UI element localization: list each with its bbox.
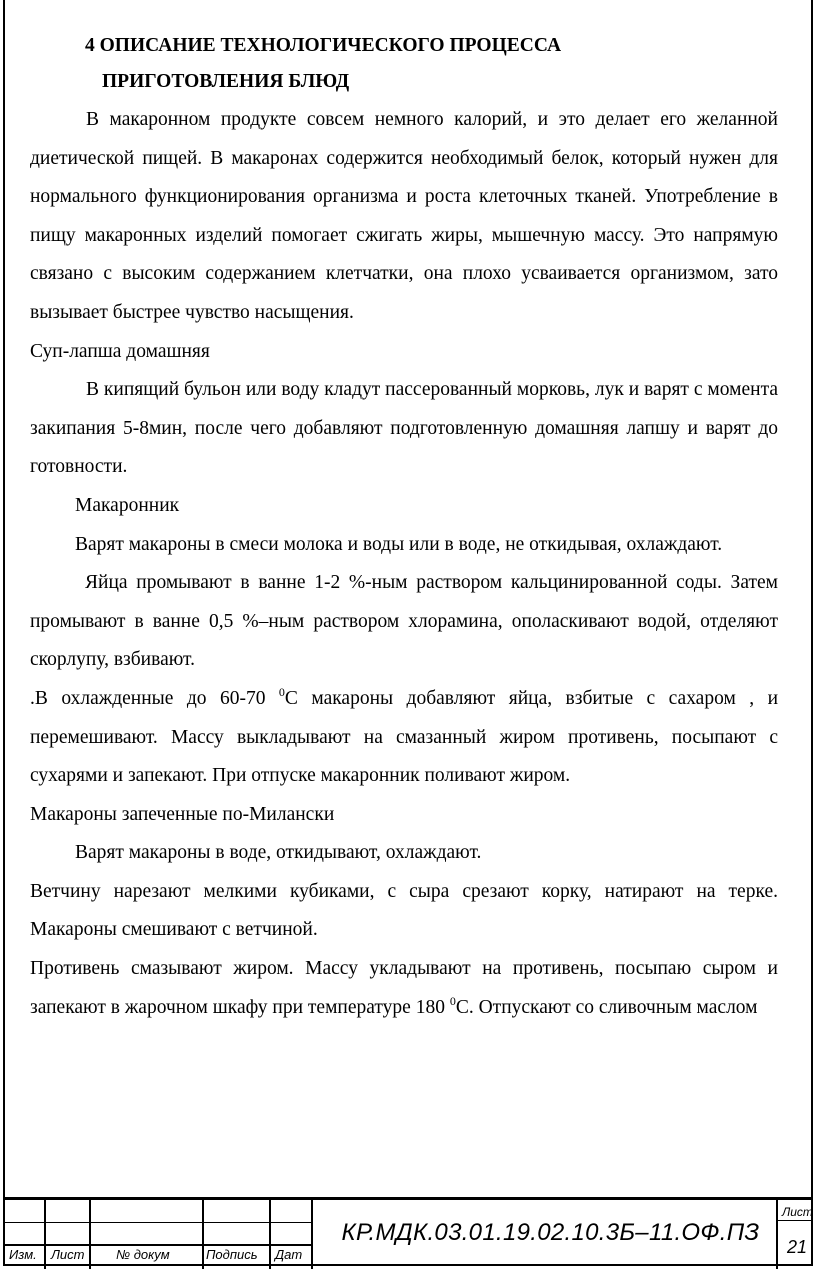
title-block-divider xyxy=(44,1200,46,1269)
milan-paragraph-3-start: Противень смазывают жиром. Массу укладывают на противень, посыпаю сыром и запекают в жарочном шкафу при температуре 180 xyxy=(30,958,778,1018)
title-block xyxy=(3,1197,813,1269)
milan-paragraph-2: Ветчину нарезают мелкими кубиками, с сыра срезают корку, натирают на терке. Макароны смешивают с ветчиной. xyxy=(30,880,778,941)
degree-superscript: 0 xyxy=(278,684,285,699)
sheet-number: 21 xyxy=(787,1237,808,1257)
section-heading-line-2: ПРИГОТОВЛЕНИЯ БЛЮД xyxy=(102,71,350,92)
title-block-row-line xyxy=(776,1220,813,1221)
soup-title: Суп-лапша домашняя xyxy=(30,340,210,362)
casserole-title: Макаронник xyxy=(75,494,180,516)
casserole-paragraph-3-start: .В охлажденные до 60-70 xyxy=(30,687,279,709)
label-sheet: Лист xyxy=(51,1247,85,1262)
casserole-paragraph-1: Варят макароны в смеси молока и воды или в воде, не откидывая, охлаждают. xyxy=(75,533,723,555)
title-block-row-line xyxy=(3,1244,311,1246)
title-block-divider xyxy=(202,1200,204,1269)
section-heading xyxy=(30,28,778,100)
title-block-divider xyxy=(269,1200,271,1269)
soup-paragraph: В кипящий бульон или воду кладут пассерованный морковь, лук и варят с момента закипания 5-8мин, после чего добавляют подготовленную домашняя лапшу и варят до готовности. xyxy=(30,379,778,478)
casserole-paragraph-3-end: С макароны добавляют яйца, взбитые с сахаром , и перемешивают. Массу выкладывают на смазанный жиром противень, посыпают с сухарями и запекают. При отпуске макаронник поливают жиром. xyxy=(30,687,779,787)
document-body xyxy=(30,28,778,1027)
casserole-paragraph-3 xyxy=(30,680,778,796)
milan-paragraph-1: Варят макароны в воде, откидывают, охлаждают. xyxy=(75,842,482,864)
sheet-label: Лист xyxy=(782,1205,813,1219)
section-heading-line-1: 4 ОПИСАНИЕ ТЕХНОЛОГИЧЕСКОГО ПРОЦЕССА xyxy=(85,35,562,56)
milan-paragraph-3 xyxy=(30,950,778,1027)
label-date: Дат xyxy=(275,1247,303,1262)
degree-superscript: 0 xyxy=(449,993,456,1008)
milan-paragraph-3-end: С. Отпускают со сливочным маслом xyxy=(455,996,758,1018)
title-block-row-line xyxy=(3,1222,311,1223)
label-signature: Подпись xyxy=(206,1247,258,1262)
intro-paragraph: В макаронном продукте совсем немного калорий, и это делает его желанной диетической пищей. В макаронах содержится необходимый белок, который нужен для нормального функционирования организма и роста клеточных тканей. Употребление в пищу макаронных изделий помогает сжигать жиры, мышечную массу. Это напрямую связано с высоким содержанием клетчатки, она плохо усваивается организмом, зато вызывает быстрее чувство насыщения. xyxy=(30,109,778,323)
casserole-paragraph-2: Яйца промывают в ванне 1-2 %-ным раствором кальцинированной соды. Затем промывают в ванне 0,5 %–ным раствором хлорамина, ополаскивают водой, отделяют скорлупу, взбивают. xyxy=(30,572,778,671)
milan-title: Макароны запеченные по-Милански xyxy=(30,803,335,825)
label-doc-number: № докум xyxy=(116,1247,170,1262)
title-block-divider xyxy=(89,1200,91,1269)
title-block-divider xyxy=(311,1200,313,1269)
document-code: КР.МДК.03.01.19.02.10.3Б–11.ОФ.ПЗ xyxy=(341,1219,760,1246)
label-change: Изм. xyxy=(9,1247,37,1262)
